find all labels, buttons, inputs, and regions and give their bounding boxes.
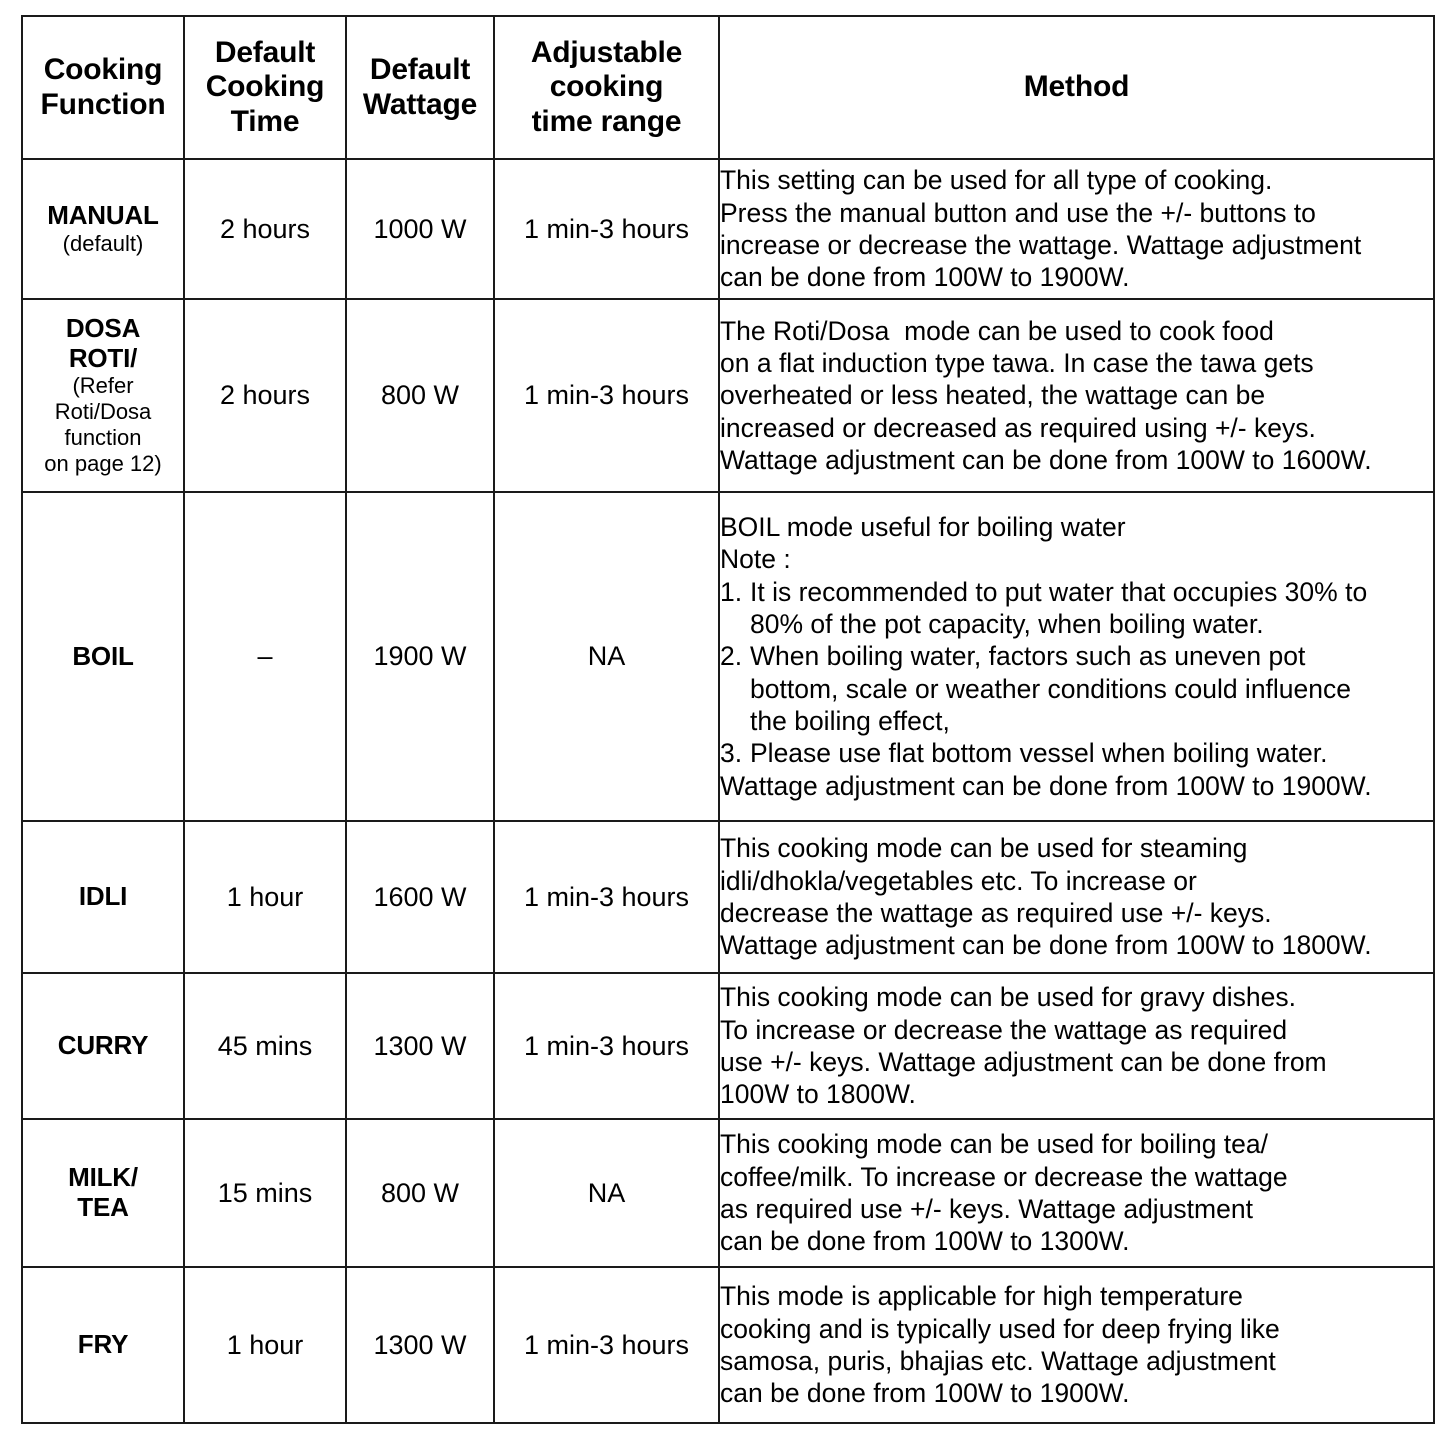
column-header-adjustable-time-range bbox=[494, 16, 719, 159]
method-line: cooking and is typically used for deep frying like bbox=[720, 1313, 1280, 1344]
function-name-line: DOSA bbox=[65, 312, 141, 343]
function-name-line: MILK/ bbox=[68, 1162, 138, 1193]
header-line: Cooking bbox=[43, 53, 163, 87]
method-line: This setting can be used for all type of cooking. bbox=[720, 165, 1273, 196]
cooking-function-spec-table bbox=[21, 15, 1435, 1424]
cell-default-wattage: 1000 W bbox=[346, 159, 494, 299]
function-note-line: Roti/Dosa bbox=[54, 399, 152, 425]
function-name-line: ROTI/ bbox=[68, 342, 138, 373]
function-name: MANUAL bbox=[47, 200, 159, 231]
cell-time-range: NA bbox=[494, 1119, 719, 1267]
method-line: can be done from 100W to 1300W. bbox=[720, 1226, 1130, 1257]
method-line: This cooking mode can be used for gravy dishes. bbox=[720, 982, 1296, 1013]
function-name-line: TEA bbox=[77, 1192, 129, 1222]
column-header-default-wattage bbox=[346, 16, 494, 159]
function-note-line: (Refer bbox=[72, 373, 134, 399]
header-line: time range bbox=[531, 104, 682, 138]
function-name: BOIL bbox=[72, 640, 134, 671]
table-row bbox=[22, 159, 1434, 299]
cell-time-range: 1 min-3 hours bbox=[494, 1267, 719, 1423]
cell-default-wattage: 800 W bbox=[346, 299, 494, 492]
method-item-number: 1. bbox=[720, 576, 743, 607]
method-line: can be done from 100W to 1900W. bbox=[720, 1378, 1130, 1409]
method-line: Wattage adjustment can be done from 100W to 1800W. bbox=[720, 930, 1372, 961]
cell-method bbox=[719, 973, 1434, 1119]
method-line: increase or decrease the wattage. Wattage adjustment bbox=[720, 230, 1362, 260]
cell-method bbox=[719, 159, 1434, 299]
cell-cooking-function bbox=[22, 159, 184, 299]
cell-default-wattage: 800 W bbox=[346, 1119, 494, 1267]
function-note-line: function bbox=[64, 425, 142, 451]
method-line: coffee/milk. To increase or decrease the wattage bbox=[720, 1161, 1288, 1192]
cell-method bbox=[719, 821, 1434, 973]
cell-default-time: 2 hours bbox=[184, 159, 346, 299]
method-line: increased or decreased as required using +/- keys. bbox=[720, 412, 1316, 443]
method-line: bottom, scale or weather conditions could influence bbox=[750, 673, 1352, 704]
method-line: To increase or decrease the wattage as required bbox=[720, 1014, 1288, 1045]
method-line: This cooking mode can be used for steaming bbox=[720, 833, 1248, 864]
header-line: Default bbox=[214, 36, 316, 70]
method-line: BOIL mode useful for boiling water bbox=[720, 512, 1126, 543]
method-line: as required use +/- keys. Wattage adjustment bbox=[720, 1194, 1253, 1224]
method-line: decrease the wattage as required use +/- keys. bbox=[720, 898, 1272, 928]
table-body bbox=[22, 159, 1434, 1423]
cell-default-time: 1 hour bbox=[184, 821, 346, 973]
method-line: Press the manual button and use the +/- buttons to bbox=[720, 197, 1316, 228]
column-header-default-cooking-time bbox=[184, 16, 346, 159]
cell-cooking-function bbox=[22, 821, 184, 973]
table-header bbox=[22, 16, 1434, 159]
cell-default-time: 1 hour bbox=[184, 1267, 346, 1423]
cell-default-time: 45 mins bbox=[184, 973, 346, 1119]
method-line: the boiling effect, bbox=[750, 705, 950, 736]
method-line: This cooking mode can be used for boiling tea/ bbox=[720, 1129, 1268, 1160]
method-item-text: It is recommended to put water that occupies 30% to bbox=[750, 576, 1368, 607]
table-row bbox=[22, 299, 1434, 492]
cell-time-range: 1 min-3 hours bbox=[494, 299, 719, 492]
function-note-line: (default) bbox=[62, 230, 144, 256]
method-numbered-item bbox=[720, 737, 1433, 769]
method-line: overheated or less heated, the wattage can be bbox=[720, 380, 1266, 411]
cell-default-time: 15 mins bbox=[184, 1119, 346, 1267]
table-row bbox=[22, 1119, 1434, 1267]
method-item-number: 2. bbox=[720, 641, 743, 672]
method-line: Wattage adjustment can be done from 100W to 1600W. bbox=[720, 444, 1372, 475]
method-line: idli/dhokla/vegetables etc. To increase or bbox=[720, 865, 1197, 896]
header-line: cooking bbox=[549, 70, 664, 104]
method-item-number: 3. bbox=[720, 738, 743, 769]
header-line: Default bbox=[369, 53, 471, 87]
method-line: This mode is applicable for high temperature bbox=[720, 1281, 1243, 1312]
method-line: The Roti/Dosa mode can be used to cook food bbox=[720, 315, 1274, 346]
method-line: 100W to 1800W. bbox=[720, 1079, 916, 1110]
cell-method bbox=[719, 1119, 1434, 1267]
method-line: can be done from 100W to 1900W. bbox=[720, 262, 1130, 293]
method-line: Wattage adjustment can be done from 100W to 1900W. bbox=[720, 770, 1372, 801]
header-line: Function bbox=[40, 87, 166, 121]
column-header-method bbox=[719, 16, 1434, 159]
method-numbered-item bbox=[720, 640, 1433, 672]
method-line: on a flat induction type tawa. In case the tawa gets bbox=[720, 348, 1314, 378]
cell-cooking-function bbox=[22, 1119, 184, 1267]
cell-method bbox=[719, 1267, 1434, 1423]
method-line: Note : bbox=[720, 544, 791, 575]
method-line: 80% of the pot capacity, when boiling water. bbox=[750, 609, 1264, 639]
method-numbered-item bbox=[720, 576, 1433, 608]
method-line: use +/- keys. Wattage adjustment can be done from bbox=[720, 1047, 1327, 1077]
function-name bbox=[23, 1163, 183, 1223]
header-line: Adjustable bbox=[530, 36, 683, 70]
cell-time-range: NA bbox=[494, 492, 719, 821]
table-header-row bbox=[22, 16, 1434, 159]
function-name: CURRY bbox=[57, 1030, 149, 1061]
header-line: Cooking bbox=[205, 70, 325, 104]
header-line: Wattage bbox=[362, 87, 478, 121]
cell-default-wattage: 1600 W bbox=[346, 821, 494, 973]
cell-cooking-function bbox=[22, 973, 184, 1119]
header-line: Time bbox=[230, 104, 300, 138]
column-header-cooking-function bbox=[22, 16, 184, 159]
cell-method bbox=[719, 299, 1434, 492]
table-row bbox=[22, 821, 1434, 973]
cell-default-time: 2 hours bbox=[184, 299, 346, 492]
cell-time-range: 1 min-3 hours bbox=[494, 159, 719, 299]
function-note-line: on page 12) bbox=[44, 451, 162, 477]
cell-default-wattage: 1900 W bbox=[346, 492, 494, 821]
function-name: FRY bbox=[77, 1329, 129, 1360]
cell-cooking-function bbox=[22, 492, 184, 821]
cell-method bbox=[719, 492, 1434, 821]
function-note bbox=[23, 373, 183, 477]
cell-cooking-function bbox=[22, 1267, 184, 1423]
method-item-text: When boiling water, factors such as uneven pot bbox=[750, 641, 1306, 672]
cell-default-time: – bbox=[184, 492, 346, 821]
cell-time-range: 1 min-3 hours bbox=[494, 821, 719, 973]
cell-default-wattage: 1300 W bbox=[346, 1267, 494, 1423]
cell-default-wattage: 1300 W bbox=[346, 973, 494, 1119]
function-note bbox=[23, 231, 183, 257]
function-name bbox=[23, 314, 183, 374]
cell-cooking-function bbox=[22, 299, 184, 492]
header-line: Method bbox=[1023, 70, 1130, 104]
method-item-text: Please use flat bottom vessel when boiling water. bbox=[750, 738, 1328, 769]
table-row bbox=[22, 1267, 1434, 1423]
function-name: IDLI bbox=[78, 881, 128, 912]
method-line: samosa, puris, bhajias etc. Wattage adjustment bbox=[720, 1346, 1276, 1376]
table-row bbox=[22, 492, 1434, 821]
cell-time-range: 1 min-3 hours bbox=[494, 973, 719, 1119]
table-row bbox=[22, 973, 1434, 1119]
